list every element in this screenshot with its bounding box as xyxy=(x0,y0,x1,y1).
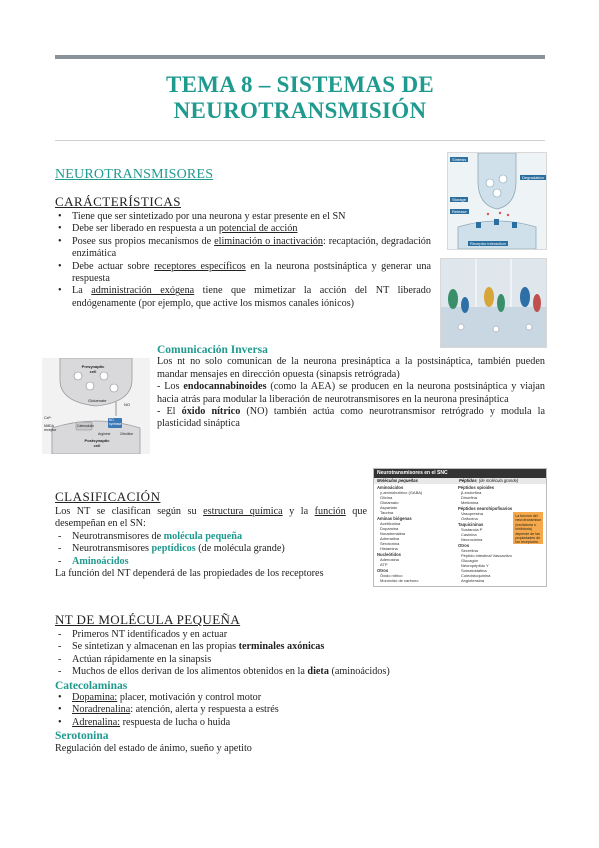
clasificacion-block xyxy=(55,506,367,580)
title-line-2: NEUROTRANSMISIÓN xyxy=(173,98,427,123)
list-item: • Dopamina: placer, motivación y control motor xyxy=(55,692,545,704)
nt-table-item: Colecistoquinina xyxy=(461,573,491,578)
nt-table-item: Histamina xyxy=(380,546,398,551)
caracteristicas-list xyxy=(55,211,431,310)
nt-table-item: Péptido intestinal Vasoactivo xyxy=(461,553,512,558)
nt-table-item: Taurina xyxy=(380,510,394,515)
comunicacion-p3: - El óxido nítrico (NO) también actúa como neurotransmisor retrógrado y modula la plasticidad sináptica xyxy=(157,406,545,430)
nt-table-item: Neurocinina xyxy=(461,537,483,542)
list-item: - Neurotransmisores peptídicos (de molécula grande) xyxy=(55,543,367,555)
nt-table-item: Metionina xyxy=(461,500,479,505)
title-divider xyxy=(55,140,545,141)
nt-table-left-col xyxy=(377,484,458,583)
nt-table-item: Serotonina xyxy=(380,541,400,546)
retro-label-glutamate: Glutamate xyxy=(88,398,107,403)
synapse-label-degradation: Degradation xyxy=(522,175,544,180)
nt-table-item: Somatostatina xyxy=(461,568,487,573)
nt-table-group: Péptidos opioides xyxy=(458,485,495,490)
nt-table-item: ATP xyxy=(380,562,388,567)
synapse-figure xyxy=(447,152,547,250)
synapse-label-storage: Storage xyxy=(452,197,467,202)
list-item: • Posee sus propios mecanismos de eliminación o inactivación: recaptación, degradación enzimática xyxy=(55,236,431,261)
caracteristicas-heading: CARÁCTERÍSTICAS xyxy=(55,194,181,209)
nt-table-body xyxy=(374,484,546,583)
retro-label-calmodulin: Calmodulin xyxy=(77,424,94,428)
nt-table-right-col xyxy=(458,484,513,583)
serotonina-text: Regulación del estado de ánimo, sueño y apetito xyxy=(55,742,252,754)
nt-table-item: Óxido nítrico xyxy=(380,573,403,578)
retro-label-no: NO xyxy=(124,402,130,407)
nt-table-group: Aminas biógenas xyxy=(377,516,412,521)
list-item: • Debe ser liberado en respuesta a un potencial de acción xyxy=(55,223,431,235)
nt-table-item: Sustancia P xyxy=(461,527,483,532)
nt-table-item: Angiotensina xyxy=(461,578,485,583)
retro-label-nmda: NMDA receptor xyxy=(44,424,57,432)
section-neurotransmisores-heading: NEUROTRANSMISORES xyxy=(55,167,214,182)
comunicacion-p2: - Los endocannabinoides (como la AEA) se producen en la neurona postsináptica y viajan hacia atrás para modular la liberación de neurotransmisores en la neurona presináptica xyxy=(157,381,545,405)
nt-table-item: β-endorfina xyxy=(461,490,482,495)
molecula-block xyxy=(55,629,545,755)
list-item: • La administración exógena tiene que mimetizar la acción del NT liberado endógenamente (por ejemplo, que active los mismos canales iónicos) xyxy=(55,285,431,310)
nt-table-item: Glicina xyxy=(380,495,393,500)
nt-table-figure xyxy=(373,468,547,587)
nt-table-group: Nucleótidos xyxy=(377,552,401,557)
list-item: • Tiene que ser sintetizado por una neurona y estar presente en el SN xyxy=(55,211,431,223)
comunicacion-block xyxy=(157,344,545,431)
list-item: - Neurotransmisores de molécula pequeña xyxy=(55,531,367,543)
list-item: • Adrenalina: respuesta de lucha o huida xyxy=(55,717,545,729)
nt-table-item: Monóxido de carbono xyxy=(380,578,419,583)
nt-table-item: Adrenalina xyxy=(380,536,400,541)
nt-table-group: Otros xyxy=(377,568,389,573)
receptor-types-svg xyxy=(441,259,546,347)
nt-table-columns: Moléculas pequeñas Péptidos (de molécula grande) xyxy=(374,478,546,484)
nt-table-note: La función del neurotransmisor (excitatoria o inhibitoria) depende de las propiedades de los receptores. xyxy=(515,514,542,544)
catecolaminas-heading: Catecolaminas xyxy=(55,679,128,692)
list-item: • Noradrenalina: atención, alerta y respuesta a estrés xyxy=(55,704,545,716)
clasificacion-intro: Los NT se clasifican según su estructura química y la función que desempeñan en el SN: xyxy=(55,506,367,530)
nt-table-item: Neuropéptido Y xyxy=(461,563,489,568)
receptor-types-figure xyxy=(440,258,547,348)
comunicacion-p1: Los nt no solo comunican de la neurona presináptica a la postsináptica, también pueden mandar mensajes en dirección opuesta (sinapsis retrógrada) xyxy=(157,356,545,380)
molecula-heading: NT DE MOLÉCULA PEQUEÑA xyxy=(55,612,241,627)
page-title xyxy=(55,72,545,124)
nt-table-item: Glucagón xyxy=(461,558,479,563)
nt-table-item: Adenosina xyxy=(380,557,399,562)
nt-table-item: Dopamina xyxy=(380,526,399,531)
retro-label-ca: Ca²⁺ xyxy=(44,416,52,420)
retro-label-presynaptic: Presynaptic cell xyxy=(81,364,105,374)
nt-table-item: Aspartato xyxy=(380,505,398,510)
list-item: - Muchos de ellos derivan de los alimentos obtenidos en la dieta (aminoácidos) xyxy=(55,666,545,678)
retro-label-arginine: Arginine xyxy=(98,432,111,436)
nt-table-header: Neurotransmisores en el SNC xyxy=(374,469,546,478)
nt-table-item: Casinina xyxy=(461,532,477,537)
retro-label-postsynaptic: Postsynaptic cell xyxy=(84,438,110,448)
list-item: - Primeros NT identificados y en actuar xyxy=(55,629,545,641)
synapse-label-synthesis: Síntesis xyxy=(452,157,467,162)
list-item: - Actúan rápidamente en la sinapsis xyxy=(55,654,545,666)
nt-table-group: Aminoácidos xyxy=(377,485,404,490)
retro-label-citrulline: Citrulline xyxy=(120,432,134,436)
nt-table-group: Péptidos neurohipofisarios xyxy=(458,506,513,511)
retro-label-nos: NO synthase xyxy=(109,418,122,426)
nt-table-item: γ-aminobutírico (GABA) xyxy=(380,490,423,495)
clasificacion-end: La función del NT dependerá de las propiedades de los receptores xyxy=(55,568,324,580)
nt-table-item: Dinorfina xyxy=(461,495,478,500)
synapse-label-receptor: Receptor interaction xyxy=(470,241,506,246)
synapse-label-release: Release xyxy=(452,209,467,214)
nt-table-group: Taquicininas xyxy=(458,522,484,527)
nt-table-item: Oxitocina xyxy=(461,516,478,521)
clasificacion-heading: CLASIFICACIÓN xyxy=(55,489,161,504)
nt-table-item: Noradrenalina xyxy=(380,531,406,536)
list-item: • Debe actuar sobre receptores específicos en la neurona postsináptica y generar una respuesta xyxy=(55,261,431,286)
nt-table-item: Vasopresina xyxy=(461,511,483,516)
list-item: - Aminoácidos xyxy=(55,556,367,568)
nt-table-item: Glutamato xyxy=(380,500,399,505)
nt-table-group: Otros xyxy=(458,543,470,548)
title-line-1: TEMA 8 – SISTEMAS DE xyxy=(165,72,434,97)
retrograde-figure xyxy=(42,358,150,454)
top-bar xyxy=(55,55,545,59)
nt-table-item: Acetilcolina xyxy=(380,521,401,526)
nt-table-item: Secretina xyxy=(461,548,478,553)
list-item: - Se sintetizan y almacenan en las propias terminales axónicas xyxy=(55,641,545,653)
serotonina-heading: Serotonina xyxy=(55,730,109,743)
comunicacion-heading: Comunicación Inversa xyxy=(157,344,268,356)
